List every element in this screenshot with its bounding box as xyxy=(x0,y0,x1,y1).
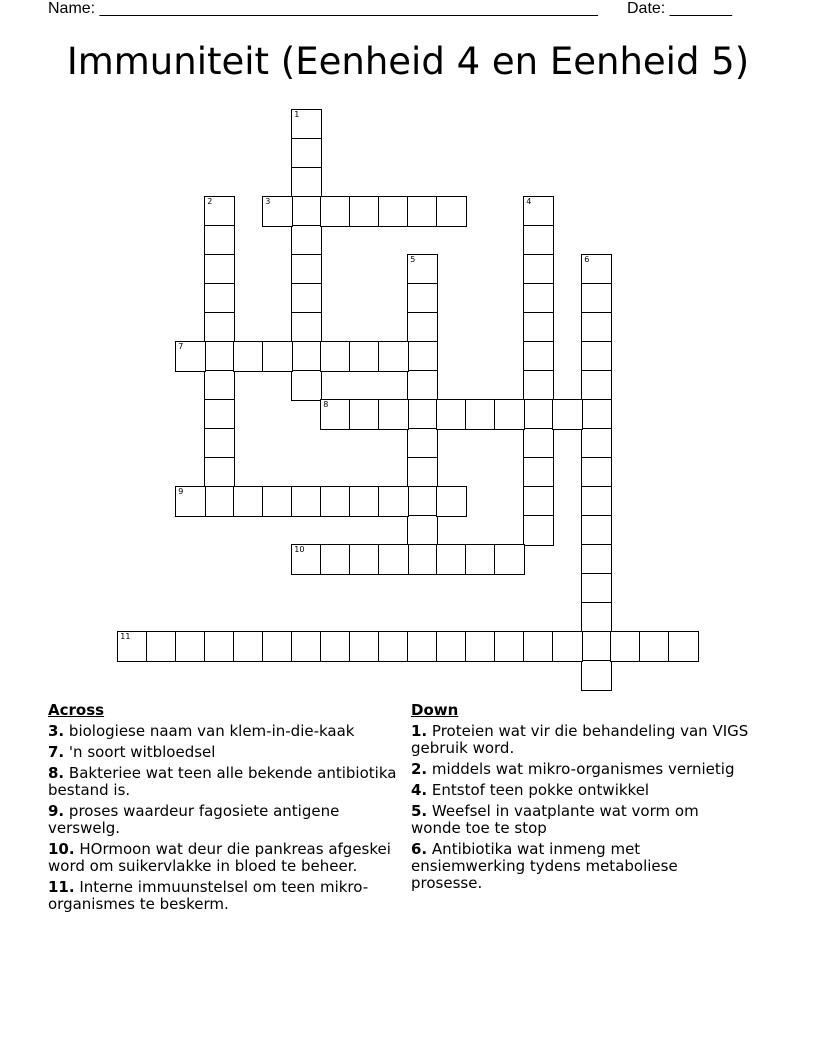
clue-down-1: 1. Proteien wat vir die behandeling van VIGS gebruik word. xyxy=(411,722,749,757)
down-heading: Down xyxy=(411,701,459,719)
grid-cell[interactable] xyxy=(523,196,554,227)
grid-cell[interactable] xyxy=(262,341,293,372)
clue-across-9: 9. proses waardeur fagosiete antigene verswelg. xyxy=(48,802,340,837)
grid-cell[interactable] xyxy=(407,399,438,430)
grid-cell[interactable] xyxy=(291,283,322,314)
grid-cell[interactable] xyxy=(581,370,612,401)
grid-cell[interactable] xyxy=(523,428,554,459)
down-clues xyxy=(411,702,751,896)
grid-cell[interactable] xyxy=(233,341,264,372)
clue-down-2: 2. middels wat mikro-organismes vernietig xyxy=(411,760,735,778)
grid-cell[interactable] xyxy=(407,341,438,372)
grid-cell[interactable] xyxy=(523,399,554,430)
grid-cell[interactable] xyxy=(291,167,322,198)
grid-cell[interactable] xyxy=(494,544,525,575)
grid-cell[interactable] xyxy=(349,631,380,662)
grid-cell[interactable] xyxy=(523,631,554,662)
grid-cell[interactable] xyxy=(436,399,467,430)
grid-cell[interactable] xyxy=(175,486,206,517)
grid-cell[interactable] xyxy=(349,399,380,430)
grid-cell[interactable] xyxy=(523,312,554,343)
grid-cell[interactable] xyxy=(581,573,612,604)
clue-down-6: 6. Antibiotika wat inmeng met ensiemwerking tydens metaboliese prosesse. xyxy=(411,840,678,892)
clue-number: 2 xyxy=(207,197,213,207)
grid-cell[interactable] xyxy=(262,196,293,227)
grid-cell[interactable] xyxy=(523,486,554,517)
grid-cell[interactable] xyxy=(378,196,409,227)
grid-cell[interactable] xyxy=(378,631,409,662)
clue-number: 4 xyxy=(526,197,532,207)
grid-cell[interactable] xyxy=(378,486,409,517)
grid-cell[interactable] xyxy=(407,631,438,662)
grid-cell[interactable] xyxy=(175,341,206,372)
grid-cell[interactable] xyxy=(349,486,380,517)
grid-cell[interactable] xyxy=(581,602,612,633)
clue-down-5: 5. Weefsel in vaatplante wat vorm om wonde toe te stop xyxy=(411,802,699,837)
grid-cell[interactable] xyxy=(465,631,496,662)
grid-cell[interactable] xyxy=(407,283,438,314)
grid-cell[interactable] xyxy=(494,399,525,430)
grid-cell[interactable] xyxy=(291,254,322,285)
grid-cell[interactable] xyxy=(204,254,235,285)
grid-cell[interactable] xyxy=(320,399,351,430)
grid-cell[interactable] xyxy=(407,486,438,517)
clue-number: 8 xyxy=(323,400,329,410)
grid-cell[interactable] xyxy=(204,370,235,401)
grid-cell[interactable] xyxy=(291,196,322,227)
grid-cell[interactable] xyxy=(581,283,612,314)
grid-cell[interactable] xyxy=(204,312,235,343)
grid-cell[interactable] xyxy=(320,341,351,372)
grid-cell[interactable] xyxy=(204,428,235,459)
grid-cell[interactable] xyxy=(581,486,612,517)
grid-cell[interactable] xyxy=(262,631,293,662)
grid-cell[interactable] xyxy=(291,312,322,343)
clue-across-11: 11. Interne immuunstelsel om teen mikro-organismes te beskerm. xyxy=(48,878,369,913)
grid-cell[interactable] xyxy=(523,254,554,285)
grid-cell[interactable] xyxy=(378,341,409,372)
grid-cell[interactable] xyxy=(291,138,322,169)
grid-cell[interactable] xyxy=(523,341,554,372)
grid-cell[interactable] xyxy=(581,631,612,662)
grid-cell[interactable] xyxy=(204,457,235,488)
grid-cell[interactable] xyxy=(117,631,148,662)
grid-cell[interactable] xyxy=(291,631,322,662)
clue-across-3: 3. biologiese naam van klem-in-die-kaak xyxy=(48,722,355,740)
grid-cell[interactable] xyxy=(204,399,235,430)
grid-cell[interactable] xyxy=(407,428,438,459)
clue-number: 1 xyxy=(294,110,300,120)
clue-number: 5 xyxy=(410,255,416,265)
grid-cell[interactable] xyxy=(407,312,438,343)
grid-cell[interactable] xyxy=(291,544,322,575)
grid-cell[interactable] xyxy=(407,370,438,401)
clue-number: 3 xyxy=(265,197,271,207)
grid-cell[interactable] xyxy=(639,631,670,662)
grid-cell[interactable] xyxy=(668,631,699,662)
grid-cell[interactable] xyxy=(291,109,322,140)
grid-cell[interactable] xyxy=(320,486,351,517)
grid-cell[interactable] xyxy=(436,196,467,227)
grid-cell[interactable] xyxy=(233,486,264,517)
clue-number: 7 xyxy=(178,342,184,352)
grid-cell[interactable] xyxy=(291,225,322,256)
grid-cell[interactable] xyxy=(291,486,322,517)
grid-cell[interactable] xyxy=(291,370,322,401)
grid-cell[interactable] xyxy=(436,544,467,575)
grid-cell[interactable] xyxy=(581,341,612,372)
clue-across-7: 7. 'n soort witbloedsel xyxy=(48,743,216,761)
clue-number: 11 xyxy=(120,632,131,642)
grid-cell[interactable] xyxy=(581,254,612,285)
grid-cell[interactable] xyxy=(407,196,438,227)
grid-cell[interactable] xyxy=(465,544,496,575)
grid-cell[interactable] xyxy=(204,225,235,256)
across-heading: Across xyxy=(48,701,105,719)
grid-cell[interactable] xyxy=(581,312,612,343)
grid-cell[interactable] xyxy=(581,399,612,430)
grid-cell[interactable] xyxy=(581,660,612,691)
grid-cell[interactable] xyxy=(378,544,409,575)
grid-cell[interactable] xyxy=(407,457,438,488)
grid-cell[interactable] xyxy=(581,544,612,575)
grid-cell[interactable] xyxy=(581,515,612,546)
grid-cell[interactable] xyxy=(349,544,380,575)
grid-cell[interactable] xyxy=(436,631,467,662)
grid-cell[interactable] xyxy=(291,341,322,372)
clue-down-4: 4. Entstof teen pokke ontwikkel xyxy=(411,781,650,799)
clue-number: 10 xyxy=(294,545,305,555)
grid-cell[interactable] xyxy=(204,341,235,372)
grid-cell[interactable] xyxy=(523,515,554,546)
grid-cell[interactable] xyxy=(436,486,467,517)
grid-cell[interactable] xyxy=(204,196,235,227)
grid-cell[interactable] xyxy=(320,631,351,662)
date-field[interactable]: Date: _______ xyxy=(627,0,732,17)
grid-cell[interactable] xyxy=(349,196,380,227)
grid-cell[interactable] xyxy=(233,631,264,662)
grid-cell[interactable] xyxy=(552,399,583,430)
grid-cell[interactable] xyxy=(320,544,351,575)
clue-across-8: 8. Bakteriee wat teen alle bekende antibiotika bestand is. xyxy=(48,764,397,799)
grid-cell[interactable] xyxy=(610,631,641,662)
grid-cell[interactable] xyxy=(320,196,351,227)
clue-number: 9 xyxy=(178,487,184,497)
grid-cell[interactable] xyxy=(262,486,293,517)
clue-across-10: 10. HOrmoon wat deur die pankreas afgeskei word om suikervlakke in bloed te beheer. xyxy=(48,840,391,875)
grid-cell[interactable] xyxy=(581,428,612,459)
grid-cell[interactable] xyxy=(407,515,438,546)
grid-cell[interactable] xyxy=(407,254,438,285)
grid-cell[interactable] xyxy=(494,631,525,662)
grid-cell[interactable] xyxy=(523,457,554,488)
grid-cell[interactable] xyxy=(407,544,438,575)
grid-cell[interactable] xyxy=(175,631,206,662)
grid-cell[interactable] xyxy=(349,341,380,372)
grid-cell[interactable] xyxy=(146,631,177,662)
grid-cell[interactable] xyxy=(523,370,554,401)
name-field[interactable]: Name: ________________________________________________________ xyxy=(48,0,598,17)
grid-cell[interactable] xyxy=(378,399,409,430)
grid-cell[interactable] xyxy=(523,283,554,314)
across-clues xyxy=(48,702,398,917)
clue-number: 6 xyxy=(584,255,590,265)
grid-cell[interactable] xyxy=(465,399,496,430)
grid-cell[interactable] xyxy=(552,631,583,662)
puzzle-title: Immuniteit (Eenheid 4 en Eenheid 5) xyxy=(66,40,750,83)
grid-cell[interactable] xyxy=(204,283,235,314)
grid-cell[interactable] xyxy=(581,457,612,488)
grid-cell[interactable] xyxy=(523,225,554,256)
grid-cell[interactable] xyxy=(204,631,235,662)
grid-cell[interactable] xyxy=(204,486,235,517)
